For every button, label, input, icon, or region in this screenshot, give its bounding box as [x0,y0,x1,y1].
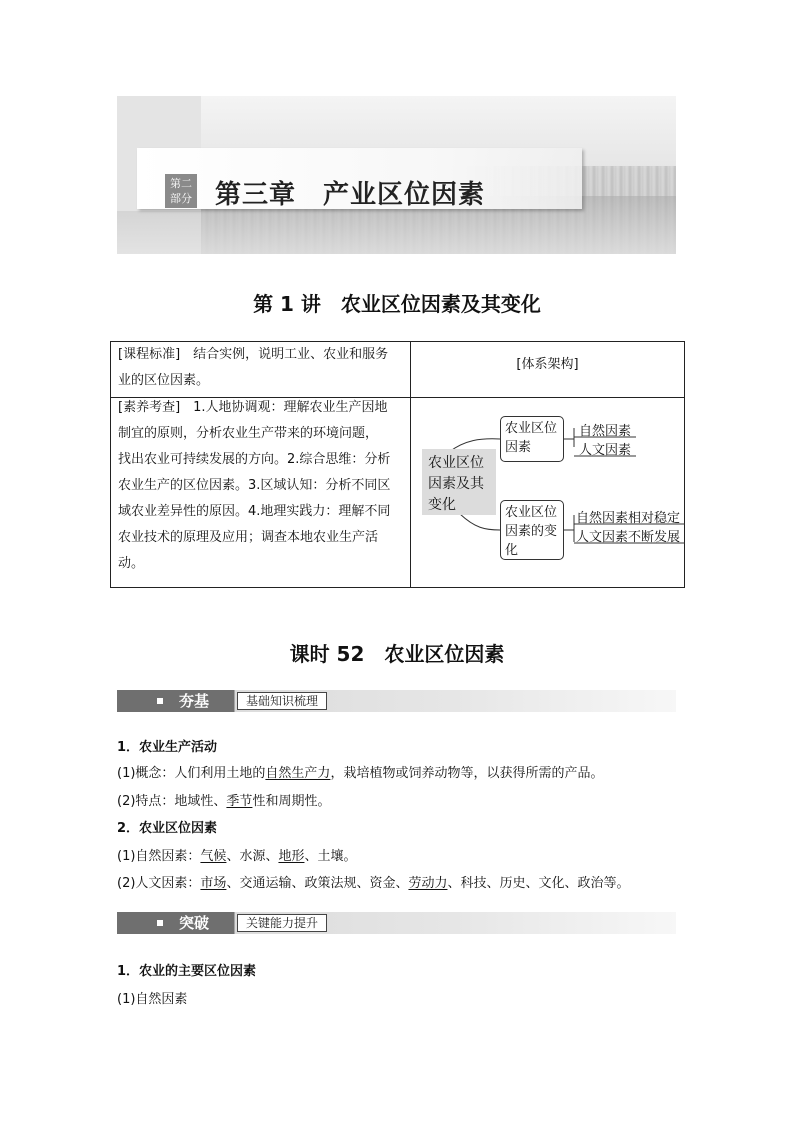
curriculum-standard-cell [118,342,406,394]
square-bullet-icon [157,698,163,704]
lecture-title: 第 1 讲 农业区位因素及其变化 [253,292,541,316]
curriculum-line: 业的区位因素。 [118,373,210,388]
part-badge [165,174,197,208]
literacy-line: 农业技术的原理及应用；调查本地农业生产活 [118,530,379,545]
mindmap-branch-line: 因素的变 [505,524,558,539]
chapter-banner [117,96,676,254]
mindmap-leaf-natural-stable: 自然因素相对稳定 [576,511,681,526]
paragraph-features: (2)特点：地域性、季节性和周期性。 [117,794,331,809]
paragraph-human-factors: (2)人文因素：市场、交通运输、政策法规、资金、劳动力、科技、历史、文化、政治等。 [117,876,630,891]
mindmap-branch-changes [500,500,564,560]
underlined-term: 气候 [200,849,227,864]
heading-agri-activity: 1．农业生产活动 [117,740,218,755]
framework-label: [体系架构] [516,357,579,372]
lesson-title: 课时 52 农业区位因素 [289,642,505,666]
mindmap-leaf-human-developing: 人文因素不断发展 [576,530,681,545]
mindmap-branch-line: 农业区位 [505,505,558,520]
square-bullet-icon [157,920,163,926]
mindmap-root-line: 因素及其 [428,476,484,492]
table-vertical-divider [410,342,411,587]
underlined-term: 地形 [278,849,305,864]
literacy-line: 找出农业可持续发展的方向。2.综合思维：分析 [118,452,391,467]
mindmap-branch-factors [500,416,564,462]
part-label-line2: 部分 [170,192,192,205]
section-tag: 基础知识梳理 [237,692,327,710]
literacy-line: 农业生产的区位因素。3.区域认知：分析不同区 [118,478,391,493]
section-label: 夯基 [179,692,210,710]
part-label-line1: 第二 [170,177,192,190]
mindmap-root-line: 农业区位 [428,455,484,471]
section-tag: 关键能力提升 [237,914,327,932]
mindmap-leaf-natural: 自然因素 [579,424,632,439]
literacy-line: 制宜的原则，分析农业生产带来的环境问题， [118,426,379,441]
mindmap-branch-line: 因素 [505,440,532,455]
heading-location-factors: 2．农业区位因素 [117,821,218,836]
paragraph-natural-factors: (1)自然因素：气候、水源、地形、土壤。 [117,849,357,864]
underlined-term: 劳动力 [408,876,448,891]
underlined-term: 自然生产力 [265,766,331,781]
literacy-line: 域农业差异性的原因。4.地理实践力：理解不同 [118,504,391,519]
mindmap-leaf-human: 人文因素 [579,443,632,458]
heading-main-factors: 1．农业的主要区位因素 [117,964,257,979]
section-label: 突破 [179,914,210,932]
section-bar-breakthrough [117,912,676,934]
paragraph-natural: (1)自然因素 [117,992,188,1007]
mindmap-branch-line: 化 [505,543,519,558]
literacy-cell [118,395,408,577]
mindmap-root-line: 变化 [428,497,456,513]
mindmap-branch-line: 农业区位 [505,421,558,436]
paragraph-concept: (1)概念：人们利用土地的自然生产力，栽培植物或饲养动物等，以获得所需的产品。 [117,766,604,781]
chapter-title: 第三章 产业区位因素 [215,180,486,210]
curriculum-line: [课程标准] 结合实例，说明工业、农业和服务 [118,347,389,362]
section-bar-foundation [117,690,676,712]
underlined-term: 市场 [200,876,227,891]
mindmap-root-node [422,449,496,515]
underlined-term: 季节 [226,794,253,809]
literacy-line: 动。 [118,556,145,571]
literacy-line: [素养考查] 1.人地协调观：理解农业生产因地 [118,400,388,415]
overview-table [110,341,685,588]
